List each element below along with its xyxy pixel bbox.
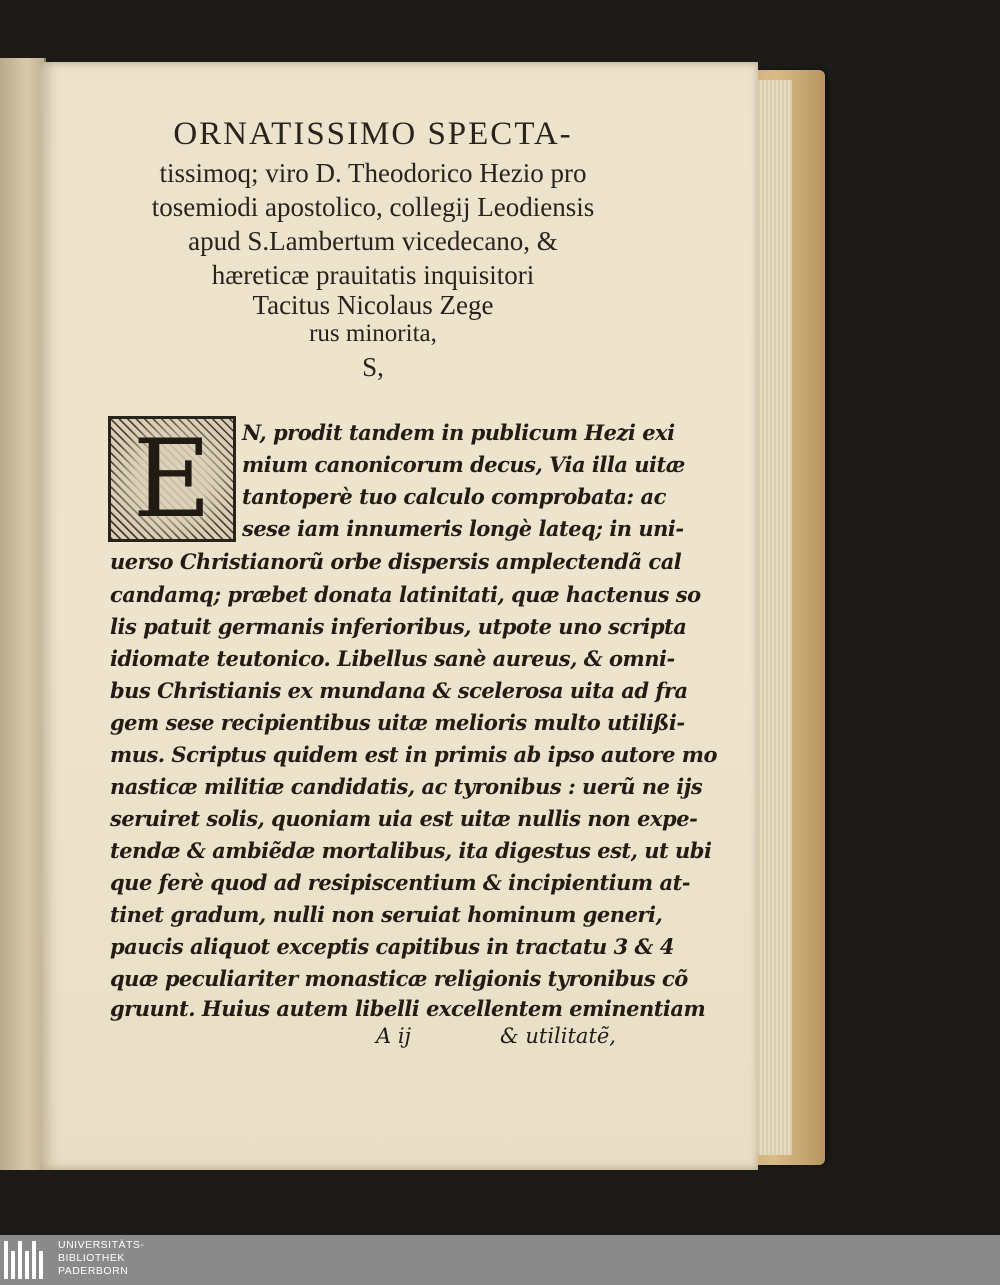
body-line-2: mium canonicorum decus, Via illa uitæ	[242, 452, 685, 477]
body-line-15: que ferè quod ad resipiscentium & incipientium at-	[110, 870, 690, 895]
catchword: & utilitatẽ,	[500, 1024, 616, 1048]
body-line-8: idiomate teutonico. Libellus sanè aureus, & omni-	[110, 646, 675, 671]
body-line-10: gem sese recipientibus uitæ melioris multo utilißi-	[110, 710, 685, 735]
heading-line-8: S,	[362, 352, 384, 382]
body-line-6: candamq; præbet donata latinitati, quæ hactenus so	[110, 582, 701, 607]
body-line-17: paucis aliquot exceptis capitibus in tractatu 3 & 4	[110, 934, 674, 959]
heading-line-2: tissimoq; viro D. Theodorico Hezio pro	[159, 158, 587, 188]
heading-line-4: apud S.Lambertum vicedecano, &	[188, 226, 558, 256]
heading-line-3: tosemiodi apostolico, collegij Leodiensis	[151, 192, 595, 222]
body-line-14: tendæ & ambiẽdæ mortalibus, ita digestus est, ut ubi	[110, 838, 712, 863]
signature-mark: A ij	[376, 1024, 412, 1048]
heading-line-7: rus minorita,	[309, 320, 437, 347]
body-line-13: seruiret solis, quoniam uia est uitæ nullis non expe-	[110, 806, 698, 831]
heading-line-1: ORNATISSIMO SPECTA-	[173, 116, 573, 152]
library-name-line-1: UNIVERSITÄTS-	[58, 1239, 145, 1251]
initial-letter: E	[111, 419, 233, 539]
body-line-19: gruunt. Huius autem libelli excellentem eminentiam	[110, 996, 706, 1021]
body-line-7: lis patuit germanis inferioribus, utpote uno scripta	[110, 614, 687, 639]
decorated-initial	[108, 416, 236, 542]
body-line-9: bus Christianis ex mundana & scelerosa uita ad fra	[110, 678, 688, 703]
library-name	[58, 1239, 144, 1278]
body-line-12: nasticæ militiæ candidatis, ac tyronibus : uerũ ne ijs	[110, 774, 703, 799]
page-edges	[752, 80, 792, 1155]
body-line-3: tantoperè tuo calculo comprobata: ac	[242, 484, 666, 509]
body-line-18: quæ peculiariter monasticæ religionis tyronibus cõ	[110, 966, 688, 991]
library-name-line-3: PADERBORN	[58, 1265, 129, 1277]
body-line-1: N, prodit tandem in publicum Hezi exi	[242, 420, 675, 445]
body-line-4: sese iam innumeris longè lateq; in uni-	[242, 516, 684, 541]
heading-line-6: Tacitus Nicolaus Zege	[252, 290, 494, 320]
heading-line-5: hæreticæ prauitatis inquisitori	[211, 260, 535, 290]
library-banner	[0, 1235, 1000, 1285]
body-line-16: tinet gradum, nulli non seruiat hominum generi,	[110, 902, 663, 927]
body-line-5: uerso Christianorũ orbe dispersis amplectendã cal	[110, 549, 682, 574]
body-line-11: mus. Scriptus quidem est in primis ab ipso autore mo	[110, 742, 717, 767]
library-name-line-2: BIBLIOTHEK	[58, 1252, 125, 1264]
library-logo-icon	[4, 1241, 46, 1279]
